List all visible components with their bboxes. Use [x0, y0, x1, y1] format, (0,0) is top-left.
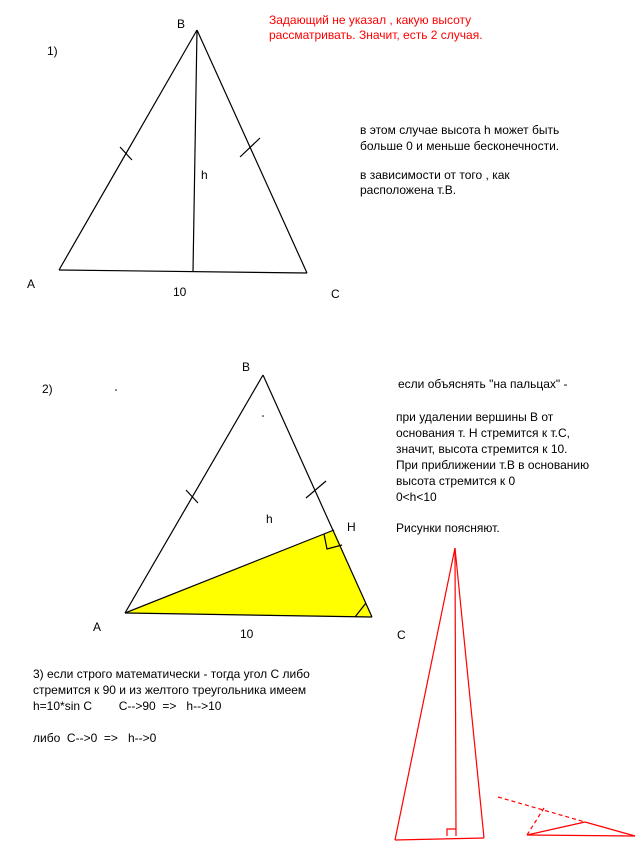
case2-dot-1 — [115, 389, 117, 391]
case1-note-1-line-1: в этом случае высота h может быть — [360, 123, 560, 137]
case1-tick-ab — [120, 147, 132, 160]
case1-label-base: 10 — [173, 285, 187, 299]
case2-note-line-5: значит, высота стремится к 10. — [396, 442, 568, 456]
case2-tick-bc — [306, 481, 326, 498]
case1-height-line — [193, 30, 197, 272]
case3-line-2: стремится к 90 и из желтого треугольника имеем — [33, 683, 307, 697]
case2-dot-2 — [262, 415, 264, 417]
case1-side-bc — [197, 30, 307, 273]
header-note-line-1: Задающий не указал , какую высоту — [269, 13, 472, 27]
red-flat-triangle — [498, 797, 635, 836]
case1-tick-bc — [240, 138, 260, 157]
case2-note-line-10: Рисунки поясняют. — [396, 521, 500, 535]
case2-note-line-1: если объяснять "на пальцах" - — [398, 377, 568, 391]
header-note-line-2: рассматривать. Значит, есть 2 случая. — [269, 28, 483, 42]
case1-note-2-line-2: расположена т.В. — [360, 183, 457, 197]
case1-base-ac — [59, 270, 307, 273]
case2-note-line-8: 0<h<10 — [396, 490, 437, 504]
case2-number: 2) — [42, 382, 53, 396]
case1-side-ab — [59, 30, 197, 270]
case2-label-a: A — [93, 620, 102, 634]
red-tall-triangle — [395, 548, 484, 840]
case2-tick-ab — [186, 490, 198, 503]
case3-line-3: h=10*sin C C-->90 => h-->10 — [33, 699, 222, 713]
case1-note-1-line-2: больше 0 и меньше бесконечности. — [360, 139, 560, 153]
case1-label-a: A — [27, 277, 36, 291]
case2-label-c: C — [397, 628, 406, 642]
case2-note-line-3: при удалении вершины В от — [396, 410, 554, 424]
case1-number: 1) — [47, 44, 58, 58]
case2-triangle — [115, 375, 372, 617]
case1-note-2-line-1: в зависимости от того , как — [360, 168, 510, 182]
case1-label-c: C — [331, 287, 340, 301]
case2-label-h: h — [266, 512, 273, 526]
case2-note-line-4: основания т. Н стремится к т.С, — [396, 426, 570, 440]
case1-triangle — [59, 30, 307, 273]
case2-label-base: 10 — [240, 627, 254, 641]
case2-label-h-point: H — [347, 520, 356, 534]
case3-line-5: либо C-->0 => h-->0 — [33, 731, 157, 745]
case2-yellow-triangle — [125, 530, 372, 617]
case2-note-line-6: При приближении т.В в основанию — [396, 458, 590, 472]
case2-note-line-7: высота стремится к 0 — [396, 474, 516, 488]
case1-label-b: B — [177, 17, 186, 31]
case2-label-b: B — [242, 360, 251, 374]
case1-label-h: h — [201, 168, 208, 182]
case3-line-1: 3) если строго математически - тогда угол С либо — [33, 667, 310, 681]
